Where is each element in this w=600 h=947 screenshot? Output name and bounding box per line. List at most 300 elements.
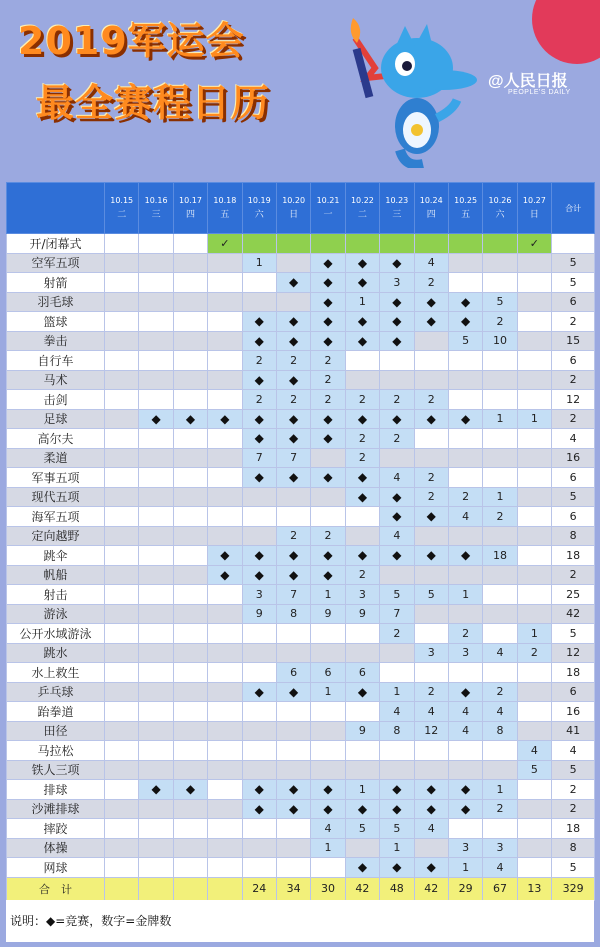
weekday-label: 日	[529, 210, 539, 220]
date-header	[139, 183, 173, 234]
schedule-cell: 5	[448, 331, 482, 351]
schedule-cell: 18	[483, 546, 517, 566]
schedule-cell: 2	[448, 624, 482, 644]
schedule-cell: 5	[380, 585, 414, 605]
schedule-cell	[173, 448, 207, 468]
schedule-cell	[276, 760, 310, 780]
row-total: 8	[552, 526, 595, 546]
schedule-cell	[414, 351, 448, 371]
row-total: 6	[552, 351, 595, 371]
date-label: 10.17	[179, 196, 202, 205]
schedule-cell	[448, 604, 482, 624]
row-total: 25	[552, 585, 595, 605]
sport-name: 体操	[7, 838, 105, 858]
competition-diamond-icon: ◆	[448, 799, 482, 819]
schedule-cell	[414, 526, 448, 546]
table-row	[7, 273, 595, 293]
schedule-cell: 4	[483, 858, 517, 878]
schedule-cell	[208, 429, 242, 449]
checkmark-icon: ✓	[517, 234, 551, 254]
schedule-cell: 7	[276, 585, 310, 605]
schedule-cell	[105, 819, 139, 839]
schedule-cell	[173, 741, 207, 761]
schedule-cell	[345, 507, 379, 527]
schedule-cell	[139, 858, 173, 878]
schedule-cell: 2	[345, 565, 379, 585]
schedule-cell	[242, 760, 276, 780]
sport-name: 跳水	[7, 643, 105, 663]
schedule-cell	[208, 331, 242, 351]
table-row	[7, 604, 595, 624]
schedule-cell	[105, 838, 139, 858]
schedule-cell	[448, 390, 482, 410]
sum-cell	[208, 877, 242, 900]
schedule-cell	[483, 565, 517, 585]
schedule-cell: 2	[345, 448, 379, 468]
date-label: 10.15	[110, 196, 134, 205]
competition-diamond-icon: ◆	[380, 546, 414, 566]
row-total: 6	[552, 292, 595, 312]
table-row	[7, 702, 595, 722]
schedule-cell: 9	[345, 604, 379, 624]
schedule-cell	[414, 448, 448, 468]
competition-diamond-icon: ◆	[311, 253, 345, 273]
sport-name: 公开水域游泳	[7, 624, 105, 644]
schedule-cell	[345, 760, 379, 780]
sport-name: 现代五项	[7, 487, 105, 507]
schedule-cell: 2	[448, 487, 482, 507]
table-row	[7, 370, 595, 390]
schedule-cell: 5	[483, 292, 517, 312]
sport-name: 高尔夫	[7, 429, 105, 449]
competition-diamond-icon: ◆	[242, 429, 276, 449]
sport-name: 马拉松	[7, 741, 105, 761]
table-row	[7, 526, 595, 546]
schedule-cell	[242, 234, 276, 254]
competition-diamond-icon: ◆	[380, 253, 414, 273]
schedule-cell: 1	[517, 624, 551, 644]
table-row	[7, 643, 595, 663]
competition-diamond-icon: ◆	[380, 409, 414, 429]
schedule-cell	[414, 604, 448, 624]
schedule-cell	[105, 565, 139, 585]
sport-name: 帆船	[7, 565, 105, 585]
schedule-cell: 5	[414, 585, 448, 605]
schedule-cell	[242, 292, 276, 312]
row-total: 6	[552, 468, 595, 488]
schedule-cell	[242, 487, 276, 507]
schedule-cell	[105, 585, 139, 605]
table-row	[7, 546, 595, 566]
schedule-cell	[139, 819, 173, 839]
schedule-cell	[139, 292, 173, 312]
schedule-cell: 9	[311, 604, 345, 624]
weekday-label: 六	[254, 210, 264, 220]
schedule-cell	[380, 663, 414, 683]
schedule-cell	[517, 565, 551, 585]
competition-diamond-icon: ◆	[380, 858, 414, 878]
schedule-cell	[414, 429, 448, 449]
schedule-cell: 6	[276, 663, 310, 683]
schedule-cell	[173, 292, 207, 312]
competition-diamond-icon: ◆	[448, 546, 482, 566]
schedule-cell	[173, 351, 207, 371]
competition-diamond-icon: ◆	[311, 331, 345, 351]
schedule-cell	[208, 253, 242, 273]
schedule-cell: 3	[483, 838, 517, 858]
schedule-cell	[139, 838, 173, 858]
schedule-cell	[173, 604, 207, 624]
schedule-cell: 1	[345, 780, 379, 800]
row-total: 2	[552, 409, 595, 429]
competition-diamond-icon: ◆	[345, 799, 379, 819]
schedule-table	[6, 182, 595, 901]
schedule-cell	[276, 624, 310, 644]
checkmark-icon: ✓	[208, 234, 242, 254]
schedule-cell	[173, 585, 207, 605]
competition-diamond-icon: ◆	[242, 312, 276, 332]
sum-cell: 30	[311, 877, 345, 900]
schedule-cell	[448, 448, 482, 468]
schedule-cell: 2	[311, 370, 345, 390]
schedule-cell	[242, 526, 276, 546]
schedule-cell	[517, 468, 551, 488]
schedule-cell: 4	[414, 253, 448, 273]
schedule-cell	[208, 351, 242, 371]
schedule-cell	[105, 448, 139, 468]
schedule-cell	[208, 526, 242, 546]
competition-diamond-icon: ◆	[311, 565, 345, 585]
date-header	[105, 183, 139, 234]
schedule-cell	[208, 390, 242, 410]
sport-name: 击剑	[7, 390, 105, 410]
schedule-cell	[105, 780, 139, 800]
date-header	[345, 183, 379, 234]
schedule-cell	[517, 390, 551, 410]
competition-diamond-icon: ◆	[311, 468, 345, 488]
schedule-cell	[483, 273, 517, 293]
table-row	[7, 682, 595, 702]
row-total: 6	[552, 682, 595, 702]
competition-diamond-icon: ◆	[311, 409, 345, 429]
schedule-cell: 3	[345, 585, 379, 605]
row-total: 4	[552, 429, 595, 449]
schedule-cell	[276, 838, 310, 858]
competition-diamond-icon: ◆	[414, 507, 448, 527]
schedule-cell	[105, 546, 139, 566]
schedule-cell	[517, 312, 551, 332]
row-total: 5	[552, 253, 595, 273]
schedule-cell	[380, 448, 414, 468]
schedule-cell	[517, 702, 551, 722]
schedule-cell	[139, 429, 173, 449]
weekday-label: 四	[185, 210, 195, 220]
sport-name: 铁人三项	[7, 760, 105, 780]
schedule-cell	[139, 546, 173, 566]
date-header	[483, 183, 517, 234]
mascot-icon	[345, 18, 485, 168]
table-row	[7, 487, 595, 507]
schedule-cell	[517, 370, 551, 390]
schedule-cell: 1	[448, 858, 482, 878]
schedule-cell	[345, 526, 379, 546]
schedule-cell	[208, 273, 242, 293]
row-total: 4	[552, 741, 595, 761]
date-label: 10.18	[213, 196, 237, 205]
weekday-label: 六	[495, 210, 505, 220]
schedule-cell: 2	[380, 390, 414, 410]
table-row	[7, 351, 595, 371]
competition-diamond-icon: ◆	[139, 409, 173, 429]
schedule-cell	[173, 799, 207, 819]
schedule-cell: 1	[380, 682, 414, 702]
row-total: 12	[552, 643, 595, 663]
competition-diamond-icon: ◆	[380, 780, 414, 800]
schedule-cell	[208, 487, 242, 507]
schedule-cell	[139, 273, 173, 293]
row-total: 2	[552, 370, 595, 390]
schedule-cell: 4	[414, 819, 448, 839]
schedule-body	[7, 234, 595, 901]
schedule-cell	[105, 507, 139, 527]
schedule-cell	[208, 643, 242, 663]
schedule-cell	[517, 721, 551, 741]
schedule-cell	[208, 663, 242, 683]
schedule-cell	[105, 604, 139, 624]
schedule-cell	[105, 799, 139, 819]
schedule-cell	[448, 370, 482, 390]
schedule-cell: 2	[276, 526, 310, 546]
date-header	[276, 183, 310, 234]
schedule-cell: 2	[276, 351, 310, 371]
schedule-cell	[105, 643, 139, 663]
schedule-cell	[139, 604, 173, 624]
competition-diamond-icon: ◆	[242, 468, 276, 488]
sport-name: 排球	[7, 780, 105, 800]
date-header	[414, 183, 448, 234]
sum-cell	[139, 877, 173, 900]
competition-diamond-icon: ◆	[414, 409, 448, 429]
schedule-cell	[517, 585, 551, 605]
schedule-cell: 8	[483, 721, 517, 741]
sum-cell: 42	[345, 877, 379, 900]
schedule-cell	[448, 819, 482, 839]
schedule-cell: 2	[380, 624, 414, 644]
schedule-cell	[276, 253, 310, 273]
competition-diamond-icon: ◆	[448, 682, 482, 702]
schedule-cell	[139, 643, 173, 663]
date-header	[448, 183, 482, 234]
table-row	[7, 448, 595, 468]
schedule-cell: 5	[517, 760, 551, 780]
brand-logo	[488, 68, 571, 96]
schedule-cell: 5	[345, 819, 379, 839]
sport-name: 射箭	[7, 273, 105, 293]
schedule-cell	[517, 546, 551, 566]
schedule-cell	[517, 663, 551, 683]
schedule-cell	[105, 858, 139, 878]
schedule-cell	[173, 331, 207, 351]
schedule-cell	[208, 721, 242, 741]
schedule-cell	[105, 234, 139, 254]
sum-cell: 24	[242, 877, 276, 900]
schedule-cell	[483, 429, 517, 449]
schedule-cell	[105, 487, 139, 507]
schedule-cell: 7	[380, 604, 414, 624]
competition-diamond-icon: ◆	[380, 507, 414, 527]
schedule-cell	[517, 351, 551, 371]
schedule-cell: 4	[311, 819, 345, 839]
competition-diamond-icon: ◆	[414, 312, 448, 332]
brand-logo-subtitle: PEOPLE'S DAILY	[508, 89, 571, 96]
schedule-cell	[414, 565, 448, 585]
schedule-cell	[345, 838, 379, 858]
table-row	[7, 838, 595, 858]
schedule-cell	[483, 448, 517, 468]
sport-name: 拳击	[7, 331, 105, 351]
competition-diamond-icon: ◆	[345, 546, 379, 566]
competition-diamond-icon: ◆	[345, 682, 379, 702]
date-label: 10.19	[247, 196, 271, 205]
table-row	[7, 741, 595, 761]
schedule-cell	[517, 780, 551, 800]
schedule-cell	[483, 351, 517, 371]
schedule-cell	[483, 370, 517, 390]
competition-diamond-icon: ◆	[242, 409, 276, 429]
table-row	[7, 429, 595, 449]
schedule-cell	[139, 760, 173, 780]
schedule-cell: 2	[483, 507, 517, 527]
schedule-cell	[483, 741, 517, 761]
schedule-cell	[380, 643, 414, 663]
schedule-cell: 1	[380, 838, 414, 858]
schedule-cell	[311, 858, 345, 878]
competition-diamond-icon: ◆	[311, 312, 345, 332]
schedule-cell: 4	[448, 721, 482, 741]
row-total: 18	[552, 663, 595, 683]
sum-cell: 42	[414, 877, 448, 900]
table-row	[7, 858, 595, 878]
schedule-cell	[414, 663, 448, 683]
schedule-cell	[311, 448, 345, 468]
competition-diamond-icon: ◆	[414, 292, 448, 312]
sport-name: 马术	[7, 370, 105, 390]
row-total: 8	[552, 838, 595, 858]
competition-diamond-icon: ◆	[276, 799, 310, 819]
sport-name: 定向越野	[7, 526, 105, 546]
competition-diamond-icon: ◆	[276, 546, 310, 566]
schedule-cell	[173, 273, 207, 293]
schedule-cell: 2	[483, 799, 517, 819]
row-total: 15	[552, 331, 595, 351]
date-label: 10.24	[419, 196, 443, 205]
schedule-cell: 8	[276, 604, 310, 624]
schedule-cell	[208, 682, 242, 702]
schedule-cell	[311, 643, 345, 663]
schedule-cell	[173, 838, 207, 858]
table-row	[7, 721, 595, 741]
competition-diamond-icon: ◆	[380, 292, 414, 312]
schedule-cell	[105, 312, 139, 332]
schedule-cell	[139, 565, 173, 585]
competition-diamond-icon: ◆	[345, 409, 379, 429]
schedule-cell	[208, 370, 242, 390]
schedule-cell	[139, 234, 173, 254]
schedule-cell	[414, 624, 448, 644]
schedule-cell	[139, 390, 173, 410]
date-header	[208, 183, 242, 234]
table-row	[7, 663, 595, 683]
schedule-cell	[173, 663, 207, 683]
table-row	[7, 468, 595, 488]
brand-logo-text: @人民日报	[488, 73, 568, 90]
schedule-cell	[345, 741, 379, 761]
competition-diamond-icon: ◆	[345, 273, 379, 293]
sport-name: 柔道	[7, 448, 105, 468]
schedule-cell	[208, 585, 242, 605]
competition-diamond-icon: ◆	[448, 780, 482, 800]
competition-diamond-icon: ◆	[311, 799, 345, 819]
row-total: 5	[552, 760, 595, 780]
schedule-cell	[105, 351, 139, 371]
schedule-cell	[276, 721, 310, 741]
row-total	[552, 234, 595, 254]
sum-cell: 48	[380, 877, 414, 900]
sum-cell	[173, 877, 207, 900]
sport-name: 沙滩排球	[7, 799, 105, 819]
schedule-cell: 10	[483, 331, 517, 351]
schedule-cell: 9	[242, 604, 276, 624]
schedule-cell: 2	[414, 390, 448, 410]
schedule-cell	[414, 741, 448, 761]
schedule-cell: 3	[414, 643, 448, 663]
schedule-cell	[242, 741, 276, 761]
schedule-cell	[105, 331, 139, 351]
schedule-cell	[242, 663, 276, 683]
row-total: 12	[552, 390, 595, 410]
schedule-cell	[380, 351, 414, 371]
competition-diamond-icon: ◆	[276, 331, 310, 351]
schedule-cell	[483, 819, 517, 839]
schedule-cell	[448, 663, 482, 683]
schedule-cell	[105, 468, 139, 488]
sum-cell: 34	[276, 877, 310, 900]
schedule-cell	[311, 702, 345, 722]
competition-diamond-icon: ◆	[208, 546, 242, 566]
schedule-cell	[208, 604, 242, 624]
schedule-cell	[483, 390, 517, 410]
schedule-cell	[483, 663, 517, 683]
weekday-label: 五	[220, 210, 230, 220]
date-header	[517, 183, 551, 234]
schedule-cell	[311, 760, 345, 780]
date-label: 10.27	[522, 196, 546, 205]
schedule-cell	[414, 838, 448, 858]
competition-diamond-icon: ◆	[345, 253, 379, 273]
table-row	[7, 390, 595, 410]
schedule-cell	[139, 741, 173, 761]
row-total: 5	[552, 273, 595, 293]
schedule-cell: 2	[345, 429, 379, 449]
schedule-cell	[242, 643, 276, 663]
schedule-cell	[208, 838, 242, 858]
date-label: 10.22	[350, 196, 374, 205]
schedule-table-container	[6, 182, 594, 901]
schedule-cell: 1	[242, 253, 276, 273]
sport-name: 摔跤	[7, 819, 105, 839]
schedule-cell: 2	[242, 351, 276, 371]
schedule-cell	[242, 702, 276, 722]
